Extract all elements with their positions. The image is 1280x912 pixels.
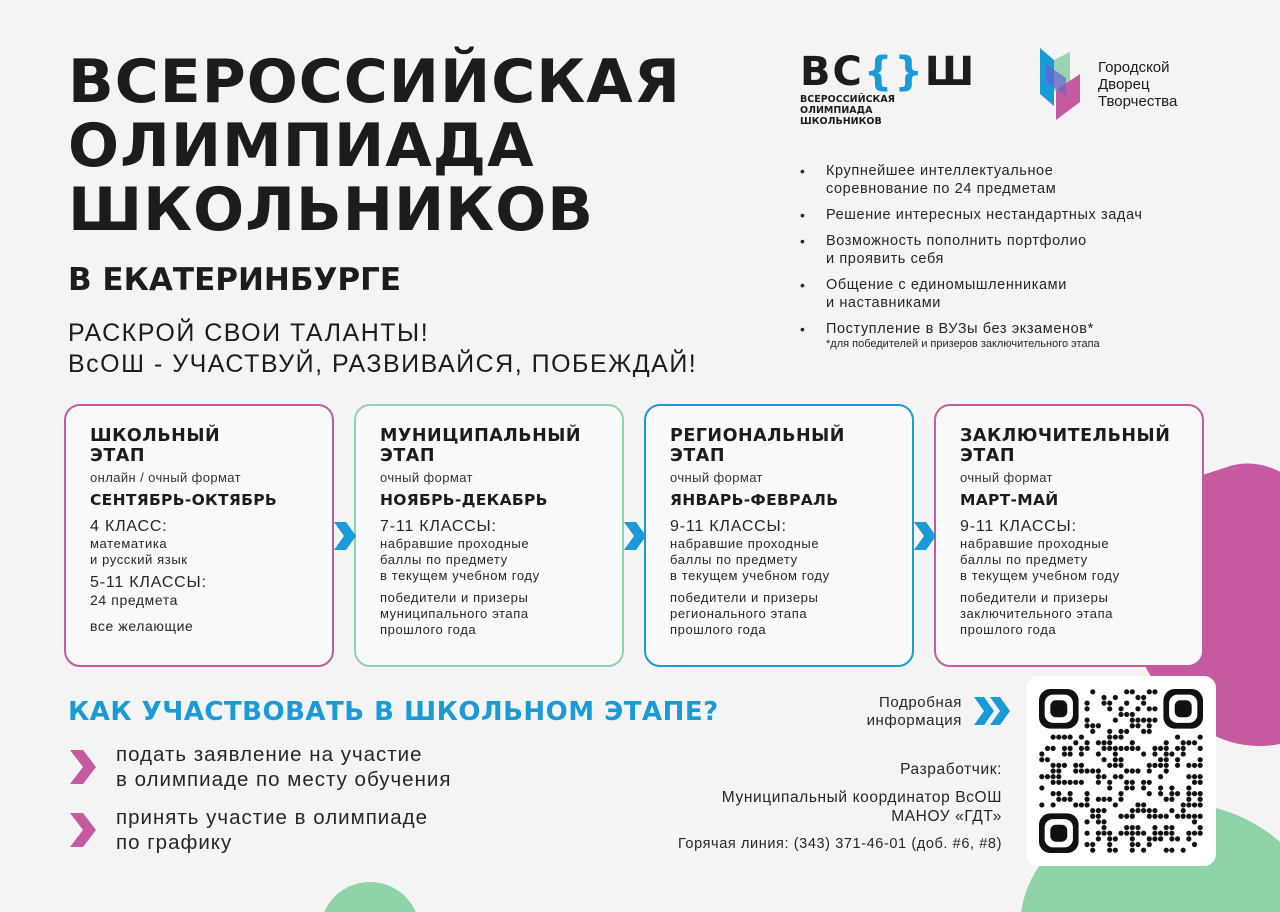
- stage-desc: [670, 536, 888, 584]
- desc-line: в текущем учебном году: [380, 568, 540, 583]
- logo-mark-left: ВС: [800, 49, 864, 95]
- chevron-right-icon: [68, 811, 98, 849]
- list-item: [800, 276, 1240, 312]
- hotline: Горячая линия: (343) 371-46-01 (доб. #6, #8): [677, 836, 1002, 852]
- benefit-text: Решение интересных нестандартных задач: [826, 207, 1143, 223]
- benefit-footnote: *для победителей и призеров заключительного этапа: [826, 338, 1100, 350]
- step-line: в олимпиаде по месту обучения: [116, 768, 452, 791]
- logo-mark-brace: {}: [863, 49, 925, 95]
- desc-line: баллы по предмету: [380, 552, 508, 567]
- desc-line: прошлого года: [380, 622, 477, 637]
- desc-line: баллы по предмету: [960, 552, 1088, 567]
- stage-grade: 9-11 КЛАССЫ:: [960, 518, 1077, 535]
- stage-period: СЕНТЯБРЬ-ОКТЯБРЬ: [90, 491, 278, 509]
- logo-caption-line: ОЛИМПИАДА: [800, 105, 873, 116]
- stage-title-line: РЕГИОНАЛЬНЫЙ: [670, 426, 845, 446]
- title-line: ВСЕРОССИЙСКАЯ: [68, 47, 681, 117]
- desc-line: победители и призеры: [380, 590, 529, 605]
- benefit-text: и наставниками: [826, 295, 941, 311]
- logo-mark-right: Ш: [924, 49, 977, 95]
- stage-desc: [380, 590, 598, 638]
- bullet-icon: •: [800, 321, 806, 337]
- bullet-icon: •: [800, 207, 806, 223]
- desc-line: все желающие: [90, 618, 194, 634]
- logo-caption-line: ШКОЛЬНИКОВ: [800, 116, 882, 127]
- stage-format: очный формат: [960, 470, 1053, 485]
- chevron-right-icon: [68, 748, 98, 786]
- desc-line: 24 предмета: [90, 592, 179, 608]
- slogan-line: РАСКРОЙ СВОИ ТАЛАНТЫ!: [68, 319, 430, 347]
- bullet-icon: •: [800, 233, 806, 249]
- vsosh-logo-mark: [800, 49, 977, 95]
- developer-org: Муниципальный координатор ВсОШ: [721, 789, 1002, 806]
- slogan: [68, 318, 697, 380]
- stage-title-line: МУНИЦИПАЛЬНЫЙ: [380, 426, 582, 446]
- gdt-logo-icon: [1036, 44, 1086, 124]
- bullet-icon: •: [800, 277, 806, 293]
- stage-grade: 9-11 КЛАССЫ:: [670, 518, 787, 535]
- stage-desc: [90, 592, 308, 608]
- page-title: [68, 47, 681, 245]
- benefits-list: [800, 162, 1240, 350]
- stage-title-line: ЭТАП: [90, 446, 145, 466]
- stage-title: [670, 426, 888, 466]
- double-chevron-icon: [972, 695, 1014, 732]
- gdt-name-line: Творчества: [1098, 92, 1178, 110]
- benefit-text: соревнование по 24 предметам: [826, 181, 1057, 197]
- more-info-line: Подробная: [879, 694, 962, 711]
- list-item: [800, 232, 1240, 268]
- desc-line: набравшие проходные: [960, 536, 1110, 551]
- stage-format: очный формат: [670, 470, 763, 485]
- step-text: [116, 805, 428, 855]
- stage-desc: [90, 618, 308, 634]
- benefit-text: Крупнейшее интеллектуальное: [826, 163, 1054, 179]
- more-info-label: [828, 694, 962, 730]
- stage-grade: 7-11 КЛАССЫ:: [380, 518, 497, 535]
- logo-caption-line: ВСЕРОССИЙСКАЯ: [800, 94, 895, 105]
- stage-title: [90, 426, 308, 466]
- list-item: [800, 320, 1240, 338]
- stage-desc: [380, 536, 598, 584]
- stage-period: ЯНВАРЬ-ФЕВРАЛЬ: [670, 491, 839, 509]
- step-line: подать заявление на участие: [116, 743, 423, 766]
- benefit-text: Поступление в ВУЗы без экзаменов*: [826, 321, 1094, 337]
- list-item: [800, 162, 1240, 198]
- desc-line: в текущем учебном году: [960, 568, 1120, 583]
- stage-title-line: ЭТАП: [380, 446, 435, 466]
- qr-code-icon[interactable]: [1026, 676, 1216, 866]
- stage-title-line: ЭТАП: [960, 446, 1015, 466]
- chevron-right-icon: [622, 520, 642, 550]
- stage-period: МАРТ-МАЙ: [960, 491, 1059, 509]
- benefit-text: Возможность пополнить портфолио: [826, 233, 1087, 249]
- stage-title-line: ЭТАП: [670, 446, 725, 466]
- desc-line: и русский язык: [90, 552, 188, 567]
- chevron-right-icon: [332, 520, 352, 550]
- gdt-name-line: Дворец: [1098, 75, 1150, 93]
- step-item: [68, 805, 428, 855]
- list-item: [800, 206, 1240, 224]
- desc-line: набравшие проходные: [670, 536, 820, 551]
- stage-card-regional: [644, 404, 914, 667]
- stage-grade: 5-11 КЛАССЫ:: [90, 574, 207, 591]
- step-line: по графику: [116, 831, 233, 854]
- slogan-line: ВсОШ - УЧАСТВУЙ, РАЗВИВАЙСЯ, ПОБЕЖДАЙ!: [68, 350, 698, 378]
- title-line: ОЛИМПИАДА: [68, 111, 535, 181]
- stage-grade: 4 КЛАСС:: [90, 518, 168, 535]
- step-line: принять участие в олимпиаде: [116, 806, 429, 829]
- stage-desc: [960, 536, 1178, 584]
- more-info-line: информация: [866, 712, 962, 729]
- step-text: [116, 742, 451, 792]
- stage-title: [380, 426, 598, 466]
- desc-line: прошлого года: [670, 622, 767, 637]
- chevron-right-icon: [912, 520, 932, 550]
- desc-line: набравшие проходные: [380, 536, 530, 551]
- stage-format: онлайн / очный формат: [90, 470, 242, 485]
- stage-card-final: [934, 404, 1204, 667]
- developer-label: Разработчик:: [900, 761, 1002, 778]
- city-subtitle: В ЕКАТЕРИНБУРГЕ: [68, 262, 402, 298]
- stage-card-municipal: [354, 404, 624, 667]
- stage-title-line: ШКОЛЬНЫЙ: [90, 426, 221, 446]
- stage-card-school: [64, 404, 334, 667]
- vsosh-logo: [800, 49, 977, 127]
- desc-line: заключительного этапа: [960, 606, 1114, 621]
- desc-line: прошлого года: [960, 622, 1057, 637]
- stage-format: очный формат: [380, 470, 473, 485]
- gdt-logo-text: [1098, 59, 1177, 110]
- step-item: [68, 742, 451, 792]
- stage-title-line: ЗАКЛЮЧИТЕЛЬНЫЙ: [960, 426, 1171, 446]
- stage-desc: [960, 590, 1178, 638]
- vsosh-logo-caption: [800, 94, 976, 127]
- desc-line: победители и призеры: [670, 590, 819, 605]
- developer-info: [722, 760, 1002, 826]
- desc-line: муниципального этапа: [380, 606, 529, 621]
- desc-line: победители и призеры: [960, 590, 1109, 605]
- stage-desc: [90, 536, 308, 568]
- desc-line: регионального этапа: [670, 606, 808, 621]
- desc-line: в текущем учебном году: [670, 568, 830, 583]
- stage-title: [960, 426, 1178, 466]
- bullet-icon: •: [800, 163, 806, 179]
- stage-desc: [670, 590, 888, 638]
- title-line: ШКОЛЬНИКОВ: [68, 175, 594, 245]
- how-to-participate-title: КАК УЧАСТВОВАТЬ В ШКОЛЬНОМ ЭТАПЕ?: [68, 697, 719, 727]
- gdt-name-line: Городской: [1098, 58, 1170, 76]
- decor-green-circle: [320, 882, 420, 912]
- stage-period: НОЯБРЬ-ДЕКАБРЬ: [380, 491, 548, 509]
- desc-line: математика: [90, 536, 168, 551]
- gdt-logo: [1036, 44, 1177, 124]
- desc-line: баллы по предмету: [670, 552, 798, 567]
- benefit-text: и проявить себя: [826, 251, 944, 267]
- developer-org: МАНОУ «ГДТ»: [891, 808, 1002, 825]
- benefit-text: Общение с единомышленниками: [826, 277, 1067, 293]
